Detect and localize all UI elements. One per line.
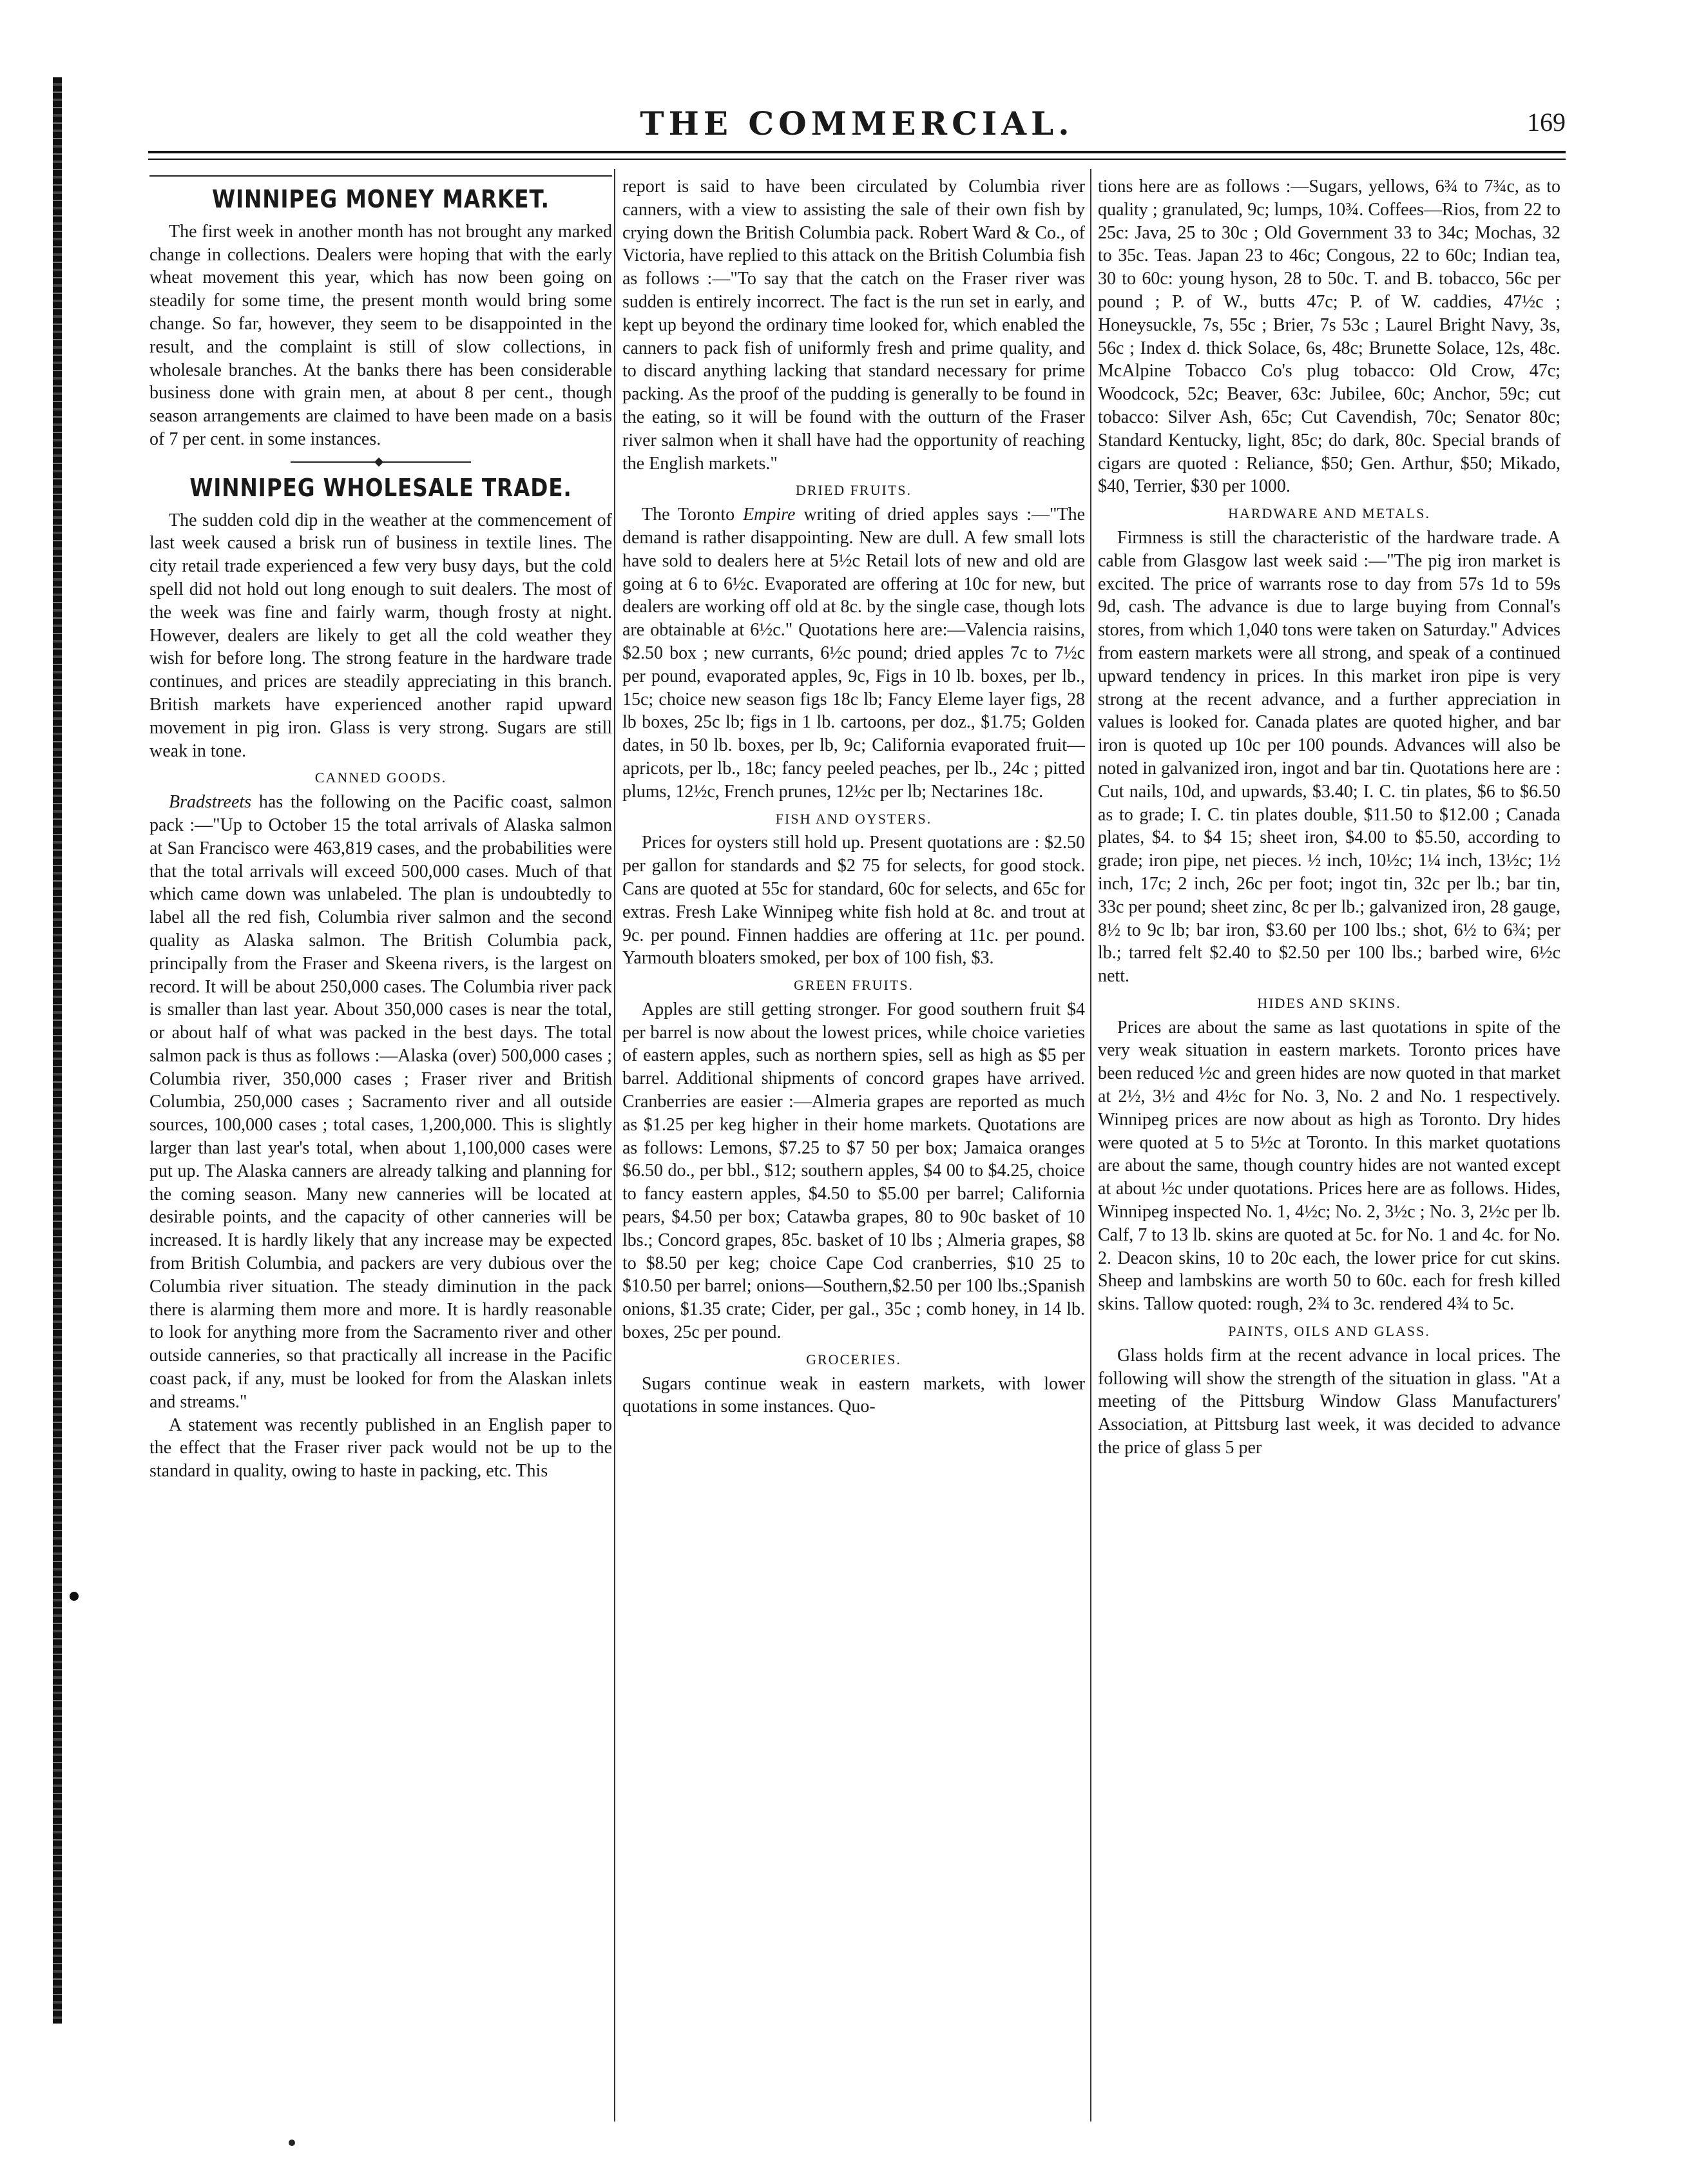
green-fruits-paragraph: Apples are still getting stronger. For good southern fruit $4 per barrel is now about the lowest prices, while choice varieties of eastern apples, such as northern spies, sell as high as $5 per barrel. Additional shipments of concord grapes have arrived. Cranberries are easier :—Almeria grapes are reported as much as $1.25 per keg higher in their home markets. Quotations are as follows: Lemons, $7.25 to $7 50 per box; Jamaica oranges $6.50 do., per bbl., $12; southern apples, $4 00 to $4.25, choice to fancy eastern apples, $4.50 to $5.00 per barrel; California pears, $4.50 per box; Catawba grapes, 80 to 90c basket of 10 lbs.; Concord grapes, 85c. basket of 10 lbs ; Almeria grapes, $8 to $8.50 per keg; choice Cape Cod cranberries, $10 25 to $10.50 per barrel; onions—Southern,$2.50 per 100 lbs.;Spanish onions, $1.35 crate; Cider, per gal., 35c ; comb honey, in 14 lb. boxes, 25c per pound. xyxy=(622,999,1085,1343)
money-market-paragraph: The first week in another month has not brought any marked change in collections. Dealers were hoping that with the early wheat movement this year, which has now been going on steadily for some time, the present month would bring some change. So far, however, they seem to be disappointed in the result, and the complaint is still of slow collections, in wholesale branches. At the banks there has been considerable business done with grain men, at about 8 per cent., though season arrangements are claimed to have been made on a basis of 7 per cent. in some instances. xyxy=(149,221,612,449)
money-market-heading: WINNIPEG MONEY MARKET. xyxy=(212,185,550,213)
masthead-rule-thick xyxy=(148,151,1566,153)
hides-skins-heading: HIDES AND SKINS. xyxy=(1257,994,1401,1011)
binding-mark xyxy=(70,1592,79,1601)
groceries-heading: GROCERIES. xyxy=(806,1351,901,1367)
binding-strip xyxy=(53,77,62,2024)
source-bradstreets: Bradstreets xyxy=(169,792,252,813)
section-top-rule xyxy=(149,175,612,177)
green-fruits-heading: GREEN FRUITS. xyxy=(793,977,914,994)
wholesale-trade-paragraph: The sudden cold dip in the weather at the commencement of last week caused a brisk run of business in textile lines. The city retail trade experienced a few very busy days, but the cold spell did not hold out long enough to suit dealers. The most of the week was fine and fairly warm, though frosty at night. However, dealers are likely to get all the cold weather they wish for before long. The strong feature in the hardware trade continues, and prices are steadily appreciating in this branch. British markets have experienced another rapid upward movement in pig iron. Glass is very strong. Sugars are still weak in tone. xyxy=(149,510,612,761)
hardware-metals-heading: HARDWARE AND METALS. xyxy=(1228,505,1430,522)
canned-goods-paragraph-2: A statement was recently published in an English paper to the effect that the Fraser river pack would not be up to the standard in quality, owing to haste in packing, etc. This xyxy=(149,1415,612,1482)
column-1 xyxy=(149,175,612,2115)
column-2 xyxy=(622,175,1085,2115)
groceries-continued: tions here are as follows :—Sugars, yellows, 6¾ to 7¾c, as to quality ; granulated, 9c; lumps, 10¾. Coffees—Rios, from 22 to 25c: Java, 25 to 30c ; Old Government 33 to 34c; Mochas, 32 to 35c. Teas. Japan 23 to 46c; Congous, 22 to 60c; Indian tea, 30 to 60c: young hyson, 28 to 50c. T. and B. tobacco, 56c per pound ; P. of W., butts 47c; P. of W. caddies, 47½c ; Honeysuckle, 7s, 55c ; Brier, 7s 53c ; Laurel Bright Navy, 3s, 56c ; Index d. thick Solace, 6s, 48c; Brunette Solace, 12s, 48c. McAlpine Tobacco Co's plug tobacco: Old Crow, 47c; Woodcock, 52c; Beaver, 63c: Jubilee, 60c; Anchor, 59c; cut tobacco: Silver Ash, 65c; Cut Cavendish, 70c; Senator 80c; Standard Kentucky, light, 85c; do dark, 80c. Special brands of cigars are quoted : Reliance, $50; Gen. Arthur, $50; Mikado, $40, Terrier, $30 per 1000. xyxy=(1098,177,1560,497)
canned-goods-text: has the following on the Pacific coast, salmon pack :—"Up to October 15 the total arrivals of Alaska salmon at San Francisco were 463,819 cases, and the probabilities were that the total arrivals will exceed 500,000 cases. Much of that which came down was unlabeled. The plan is undoubtedly to label all the red fish, Columbia river salmon and the second quality as Alaska salmon. The British Columbia pack, principally from the Fraser and Skeena rivers, is the largest on record. It will be about 250,000 cases. The Columbia river pack is smaller than last year. About 350,000 cases is near the total, or about half of what was packed in the best days. The total salmon pack is thus as follows :—Alaska (over) 500,000 cases ; Columbia river, 350,000 cases ; Fraser river and British Columbia, 250,000 cases ; Sacramento river and all outside sources, 100,000 cases ; total cases, 1,200,000. This is slightly larger than last year's total, when about 1,100,000 cases were put up. The Alaska canners are already talking and planning for the coming season. Many new canneries will be located at desirable points, and the capacity of other canneries will be increased. It is hardly likely that any increase may be expected from British Columbia, and packers are very dubious over the Columbia river situation. The steady diminution in the pack there is alarming them more and more. It is hardly reasonable to look for anything more from the Sacramento river and other outside canneries, so that practically all increase in the Pacific coast pack, if any, must be looked for from the Alaskan inlets and streams." xyxy=(149,792,612,1412)
masthead-rule-thin xyxy=(148,159,1566,160)
section-ornament-divider xyxy=(291,459,471,465)
dried-fruits-lead: The Toronto xyxy=(642,505,744,525)
fish-oysters-heading: FISH AND OYSTERS. xyxy=(775,810,932,827)
paints-oils-glass-paragraph: Glass holds firm at the recent advance in local prices. The following will show the strength of the situation in glass. "At a meeting of the Pittsburg Window Glass Manufacturers' Association, at Pittsburg last week, it was decided to advance the price of glass 5 per xyxy=(1098,1345,1560,1458)
masthead xyxy=(148,104,1566,156)
publication-title: THE COMMERCIAL. xyxy=(640,104,1074,142)
page-number: 169 xyxy=(1527,108,1566,137)
canned-goods-continued: report is said to have been circulated by Columbia river canners, with a view to assisting the sale of their own fish by crying down the British Columbia pack. Robert Ward & Co., of Victoria, have replied to this attack on the British Columbia fish as follows :—"To say that the catch on the Fraser river was sudden is entirely incorrect. The fact is the run set in early, and kept up beyond the ordinary time looked for, which enabled the canners to pack fish of uniformly fresh and prime quality, and to discard anything lacking that standard necessary for prime packing. As the proof of the pudding is generally to be found in the eating, so it will be found with the outturn of the Fraser river salmon when it shall have had the opportunity of reaching the English markets." xyxy=(622,177,1085,474)
column-divider-2 xyxy=(1090,169,1091,2121)
source-empire: Empire xyxy=(743,505,796,525)
groceries-paragraph: Sugars continue weak in eastern markets, with lower quotations in some instances. Quo- xyxy=(622,1373,1085,1417)
wholesale-trade-heading: WINNIPEG WHOLESALE TRADE. xyxy=(189,473,572,502)
canned-goods-paragraph xyxy=(149,791,612,1414)
dried-fruits-text: writing of dried apples says :—"The demand is rather disappointing. New are dull. A few small lots have sold to dealers here at 5½c Retail lots of new and old are going at 6 to 6½c. Evaporated are offering at 10c for new, but dealers are working off old at 8c. by the single case, though lots are obtainable at 6½c." Quotations here are:—Valencia raisins, $2.50 box ; new currants, 6½c pound; dried apples 7c to 7½c per pound, evaporated apples, 9c, Figs in 10 lb. boxes, per lb., 15c; choice new season figs 18c lb; Fancy Eleme layer figs, 28 lb boxes, 25c lb; figs in 1 lb. cartoons, per doz., $1.75; Golden dates, in 50 lb. boxes, per lb, 9c; California evaporated fruit—apricots, per lb., 18c; fancy peeled peaches, per lb., 24c ; pitted plums, 12½c, French prunes, 12½c per lb; Nectarines 18c. xyxy=(622,505,1085,802)
column-3 xyxy=(1098,175,1560,2115)
dried-fruits-heading: DRIED FRUITS. xyxy=(795,482,912,499)
canned-goods-heading: CANNED GOODS. xyxy=(314,769,447,786)
column-divider-1 xyxy=(614,169,615,2121)
binding-edge xyxy=(0,0,129,2184)
hides-skins-paragraph: Prices are about the same as last quotations in spite of the very weak situation in eastern markets. Toronto prices have been reduced ½c and green hides are now quoted in that market at 2½, 3½ and 4½c for No. 3, No. 2 and No. 1 respectively. Winnipeg prices are now about as high as Toronto. Dry hides were quoted at 5 to 5½c at Toronto. In this market quotations are about the same, though country hides are not wanted except at about ½c under quotations. Prices here are as follows. Hides, Winnipeg inspected No. 1, 4½c; No. 2, 3½c ; No. 3, 2½c per lb. Calf, 7 to 13 lb. skins are quoted at 5c. for No. 1 and 4c. for No. 2. Deacon skins, 10 to 20c each, the lower price for cut skins. Sheep and lambskins are worth 50 to 60c. each for fresh killed skins. Tallow quoted: rough, 2¾ to 3c. rendered 4¾ to 5c. xyxy=(1098,1017,1560,1315)
paints-oils-glass-heading: PAINTS, OILS AND GLASS. xyxy=(1228,1323,1430,1340)
dried-fruits-paragraph xyxy=(622,503,1085,803)
fish-oysters-paragraph: Prices for oysters still hold up. Present quotations are : $2.50 per gallon for standards and $2 75 for selects, for good stock. Cans are quoted at 55c for standard, 60c for selects, and 65c for extras. Fresh Lake Winnipeg white fish hold at 8c. and trout at 9c. per pound. Finnen haddies are offering at 11c. per pound. Yarmouth bloaters smoked, per box of 100 fish, $3. xyxy=(622,833,1085,969)
page-speck xyxy=(289,2140,295,2146)
hardware-metals-paragraph: Firmness is still the characteristic of the hardware trade. A cable from Glasgow last week said :—"The pig iron market is excited. The price of warrants rose to day from 57s 1d to 59s 9d, cash. The advance is due to large buying from Connal's stores, from which 1,040 tons were taken on Saturday." Advices from eastern markets were all strong, and speak of a continued upward tendency in prices. In this market iron pipe is very strong at the recent advance, and a further appreciation in values is looked for. Canada plates are quoted higher, and bar iron is quoted up 10c per 100 pounds. Advances will also be noted in galvanized iron, ingot and bar tin. Quotations here are : Cut nails, 10d, and upwards, $3.40; I. C. tin plates, $6 to $6.50 as to grade; I. C. tin plates double, $11.50 to $12.00 ; Canada plates, $4. to $4 15; sheet iron, $4.00 to $5.50, according to grade; iron pipe, net pieces. ½ inch, 10½c; 1¼ inch, 13½c; 1½ inch, 17c; 2 inch, 26c per foot; ingot tin, 32c per lb.; bar tin, 33c per pound; sheet zinc, 8c per lb.; galvanized iron, 28 gauge, 8½ to 9c lb; bar iron, $3.60 per 100 lbs.; shot, 6½ to 6¾; per lb.; tarred felt $2.40 to $2.50 per 100 lbs.; barbed wire, 6½c nett. xyxy=(1098,527,1560,987)
